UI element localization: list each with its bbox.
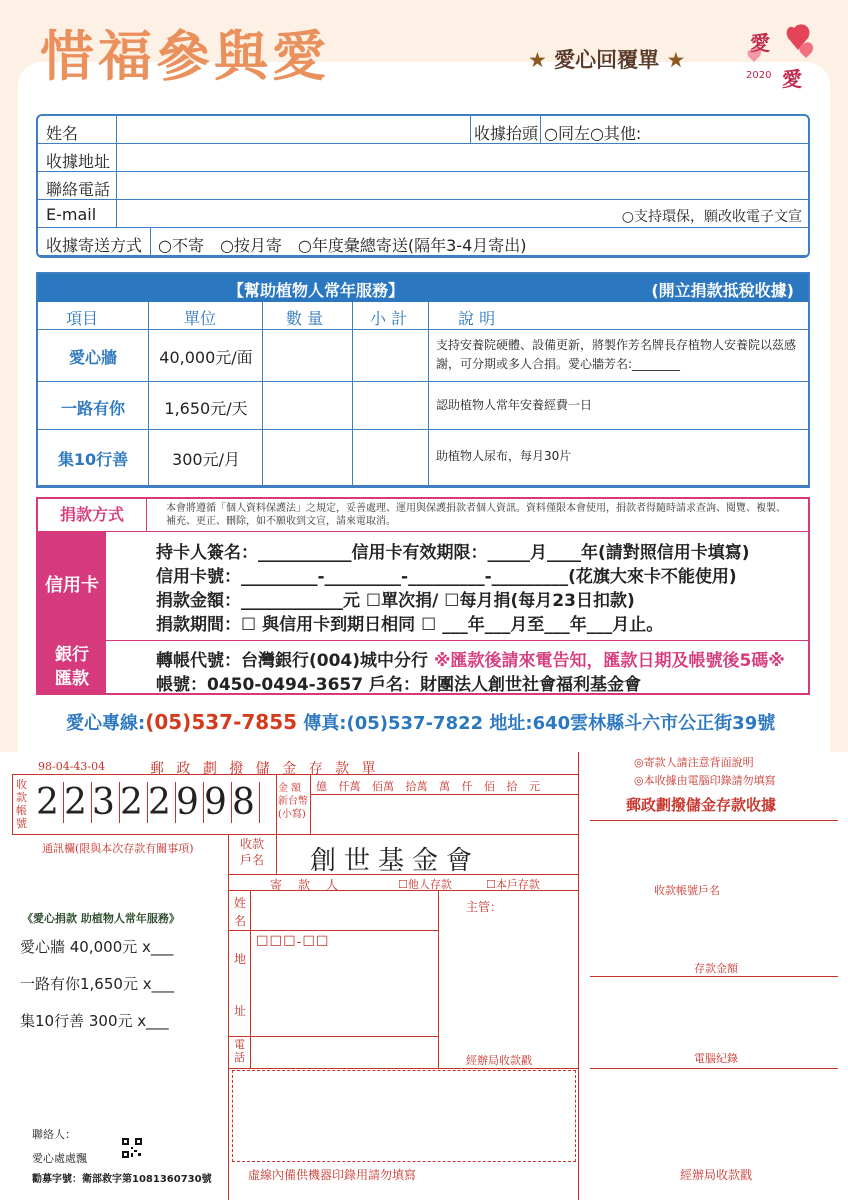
divider xyxy=(228,1068,578,1069)
amount-label xyxy=(278,782,308,821)
account-number xyxy=(36,782,260,823)
col-unit: 單位 xyxy=(184,309,217,328)
sender-address-input[interactable] xyxy=(252,952,436,1034)
bank-account-line: 帳號：0450-0494-3657 戶名：財團法人創世社會福利基金會 xyxy=(156,675,641,695)
star-icon: ★ xyxy=(528,48,547,72)
divider xyxy=(228,930,438,931)
unit: 萬 xyxy=(439,780,450,793)
item-desc: 認助植物人常年安養經費一日 xyxy=(436,398,593,412)
cc-period-line[interactable]: 捐款期間：☐ 與信用卡到期日相同 ☐ ___年___月至___年___月止。 xyxy=(156,615,664,635)
send-method-label: 收據寄送方式 xyxy=(46,236,143,255)
fax-address: 傳真:(05)537-7822 地址:640雲林縣斗六市公正街39號 xyxy=(297,713,776,734)
payee-label-2: 戶名 xyxy=(240,853,265,867)
amount-units[interactable] xyxy=(316,778,540,794)
address-label-2: 址 xyxy=(234,1004,247,1018)
r-amount: 存款金額 xyxy=(694,962,738,975)
divider xyxy=(540,116,541,144)
bank-label-2: 匯款 xyxy=(55,669,89,689)
service-table xyxy=(36,272,810,488)
contact-person-name: 愛心處處飄 xyxy=(32,1152,87,1165)
bank-transfer-label xyxy=(38,641,106,693)
unit: 億 xyxy=(316,780,327,793)
unit: 拾萬 xyxy=(405,780,428,793)
phone-label: 電話 xyxy=(234,1038,245,1064)
acct-digit: 3 xyxy=(92,782,119,823)
reply-title-text: 愛心回覆單 xyxy=(554,48,660,72)
address-label-1: 地 xyxy=(234,952,247,966)
hotline-number[interactable]: (05)537-7855 xyxy=(145,710,298,734)
supervisor-label: 主管： xyxy=(466,900,503,914)
unit: 佰萬 xyxy=(372,780,394,793)
divider xyxy=(310,794,578,795)
bank-label-1: 銀行 xyxy=(55,645,89,665)
slip-note-2: ◎本收據由電腦印錄請勿填寫 xyxy=(634,774,776,787)
item-name: 愛心牆 xyxy=(68,348,117,367)
payee-label-1: 收款 xyxy=(240,837,265,851)
sender-opt-other[interactable]: ☐他人存款 xyxy=(398,878,452,891)
subtotal-input[interactable] xyxy=(354,330,428,381)
unit: 仟 xyxy=(461,780,473,793)
acct-digit: 9 xyxy=(204,782,231,823)
cc-signature-line[interactable]: 持卡人簽名：___________信用卡有效期限：_____月____年(請對照信用卡填寫) xyxy=(156,543,750,563)
sender-phone-input[interactable] xyxy=(252,1038,436,1066)
divider xyxy=(428,302,429,486)
divider xyxy=(262,302,263,486)
service-columns xyxy=(38,302,808,330)
divider xyxy=(250,890,251,1068)
divider xyxy=(310,774,311,834)
postmark-label: 經辦局收款戳 xyxy=(466,1054,532,1067)
left-item[interactable]: 愛心牆 40,000元 x___ xyxy=(20,938,174,956)
divider xyxy=(352,302,353,486)
postal-slip xyxy=(0,752,848,1200)
amount-label-2: 新台幣 xyxy=(278,796,308,807)
col-desc: 說 明 xyxy=(458,309,496,328)
credit-card-label: 信用卡 xyxy=(38,532,106,640)
item-name: 一路有你 xyxy=(60,399,125,418)
contact-person-label: 聯絡人： xyxy=(32,1128,76,1141)
item-unit: 40,000元/面 xyxy=(159,348,253,367)
acct-label: 收款帳號 xyxy=(16,778,27,830)
send-method-options[interactable]: ○不寄 ○按月寄 ○年度彙總寄送(隔年3-4月寄出) xyxy=(158,236,527,255)
name-row[interactable] xyxy=(38,116,808,144)
unit: 元 xyxy=(529,780,540,793)
acct-digit: 9 xyxy=(176,782,203,823)
qty-input[interactable] xyxy=(264,382,352,429)
divider xyxy=(438,890,439,1068)
svg-text:2020: 2020 xyxy=(746,70,772,81)
cc-amount-line[interactable]: 捐款金額：____________元 ☐單次捐/ ☐每月捐(每月23日扣款) xyxy=(156,591,635,611)
divider xyxy=(578,752,579,1200)
amount-label-3: (小寫) xyxy=(278,809,306,820)
divider xyxy=(12,774,13,834)
table-row xyxy=(38,382,808,430)
divider xyxy=(12,834,578,835)
slip-title: 郵 政 劃 撥 儲 金 存 款 單 xyxy=(150,761,380,777)
acct-digit: 2 xyxy=(120,782,147,823)
acct-digit: 2 xyxy=(36,782,63,823)
machine-area xyxy=(232,1070,576,1162)
payment-label: 捐款方式 xyxy=(59,505,124,524)
star-icon: ★ xyxy=(666,48,686,72)
item-unit: 300元/月 xyxy=(172,450,240,469)
divider xyxy=(590,976,838,977)
divider xyxy=(148,302,149,486)
item-desc: 助植物人尿布，每月30片 xyxy=(436,449,572,463)
item-desc: 支持安養院硬體、設備更新，將製作芳名牌長存植物人安養院以茲感謝，可分期或多人合捐。愛心牆芳名:________ xyxy=(436,338,797,371)
divider xyxy=(146,499,147,531)
tax-receipt-note: (開立捐款抵稅收據) xyxy=(651,281,794,300)
table-row xyxy=(38,430,808,486)
left-item[interactable]: 一路有你1,650元 x___ xyxy=(20,975,175,993)
service-title: 【幫助植物人常年服務】 xyxy=(228,281,405,300)
col-item: 項目 xyxy=(66,309,99,328)
payee-label xyxy=(240,836,264,868)
sender-opt-self[interactable]: ☐本戶存款 xyxy=(486,878,540,891)
divider xyxy=(228,1036,438,1037)
zip-code-boxes[interactable]: ☐☐☐-☐☐ xyxy=(256,934,330,950)
left-item[interactable]: 集10行善 300元 x___ xyxy=(20,1012,169,1030)
col-subtotal: 小 計 xyxy=(370,309,408,328)
subtotal-input[interactable] xyxy=(354,382,428,429)
r-acct-name: 收款帳號戶名 xyxy=(654,884,720,897)
email-row[interactable] xyxy=(38,200,808,228)
amount-label-1: 金 額 xyxy=(278,783,302,794)
service-header xyxy=(38,274,808,302)
reply-title xyxy=(528,44,685,74)
sender-name-input[interactable] xyxy=(252,892,436,928)
divider xyxy=(228,834,229,1200)
machine-note: 虛線內備供機器印錄用請勿填寫 xyxy=(248,1168,417,1182)
divider xyxy=(470,116,471,144)
sender-label: 寄 款 人 xyxy=(270,878,341,892)
slip-code: 98-04-43-04 xyxy=(38,760,106,773)
unit: 拾 xyxy=(506,780,518,793)
subtotal-input[interactable] xyxy=(354,430,428,485)
qty-input[interactable] xyxy=(264,330,352,381)
phone-label: 聯絡電話 xyxy=(46,180,111,199)
acct-digit: 2 xyxy=(148,782,175,823)
phone-row[interactable] xyxy=(38,172,808,200)
send-method-row[interactable] xyxy=(38,228,808,256)
divider xyxy=(150,228,151,258)
privacy-note: 本會將遵循「個人資料保護法」之規定，妥善處理、運用與保護捐款者個人資訊。資料僅限本會使用，捐款者得隨時請求查詢、閱覽、複製、補充、更正、刪除，如不願收到文宣，請來電取消。 xyxy=(166,503,786,527)
divider xyxy=(116,116,117,228)
divider xyxy=(590,1068,838,1069)
donor-info-box xyxy=(36,114,810,258)
address-label: 收據地址 xyxy=(46,152,111,171)
unit: 仟萬 xyxy=(338,780,361,793)
item-unit: 1,650元/天 xyxy=(164,399,248,418)
bank-code-line xyxy=(156,646,785,671)
divider xyxy=(38,640,808,641)
email-opt-in[interactable]: ○支持環保，願改收電子文宣 xyxy=(621,209,802,225)
table-row xyxy=(38,330,808,382)
receipt-title-label: 收據抬頭 xyxy=(474,124,539,143)
email-label: E-mail xyxy=(46,205,97,224)
divider xyxy=(38,531,808,532)
receipt-title-options[interactable]: ○同左○其他: xyxy=(544,124,642,143)
divider xyxy=(276,834,277,874)
bank-code: 轉帳代號：台灣銀行(004)城中分行 xyxy=(156,651,434,671)
item-name: 集10行善 xyxy=(57,450,129,469)
qr-code-icon xyxy=(122,1138,142,1158)
cc-number-line[interactable]: 信用卡號：_________-_________-_________-_________(花旗大來卡不能使用) xyxy=(156,567,737,587)
sender-name-label: 姓名 xyxy=(234,896,247,928)
name-label: 姓名 xyxy=(46,124,79,143)
svg-text:愛: 愛 xyxy=(750,31,770,55)
bank-warning: ※匯款後請來電告知，匯款日期及帳號後5碼※ xyxy=(433,651,785,671)
r-record: 電腦紀錄 xyxy=(694,1052,738,1065)
unit: 佰 xyxy=(484,780,495,793)
payment-box xyxy=(36,497,810,695)
payee-name: 創世基金會 xyxy=(310,846,481,876)
message-label: 通訊欄(限與本次存款有關事項) xyxy=(42,842,194,855)
acct-digit: 2 xyxy=(64,782,91,823)
divider xyxy=(276,774,277,834)
contact-line xyxy=(66,709,775,735)
acct-digit: 8 xyxy=(232,782,259,823)
divider xyxy=(590,820,838,821)
qty-input[interactable] xyxy=(264,430,352,485)
fundraising-permit: 勸募字號：衛部救字第1081360730號 xyxy=(32,1174,212,1185)
slip-note-1: ◎寄款人請注意背面說明 xyxy=(634,756,754,769)
love-logo-icon xyxy=(742,22,820,94)
left-title: 《愛心捐款 助植物人常年服務》 xyxy=(22,912,180,925)
address-row[interactable] xyxy=(38,144,808,172)
receipt-title: 郵政劃撥儲金存款收據 xyxy=(626,796,777,814)
main-title: 惜福參與愛 xyxy=(40,24,330,88)
col-qty: 數 量 xyxy=(286,309,324,328)
svg-text:愛: 愛 xyxy=(782,67,802,91)
r-postmark: 經辦局收款戳 xyxy=(680,1168,753,1182)
hotline-label: 愛心專線: xyxy=(66,713,146,734)
